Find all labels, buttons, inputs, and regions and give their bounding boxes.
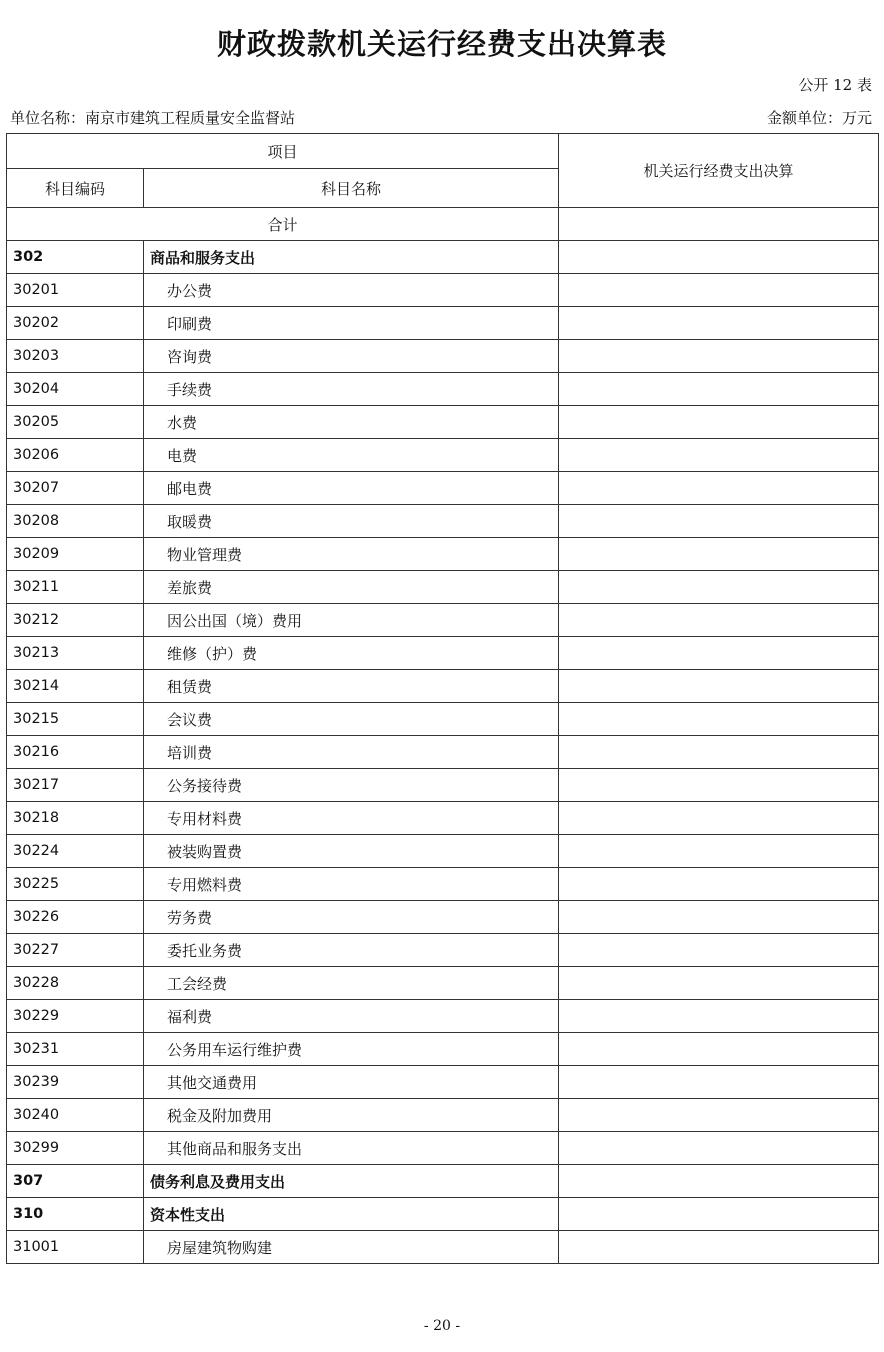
row-name: 委托业务费 [144, 934, 559, 967]
row-name: 租赁费 [144, 670, 559, 703]
row-value [559, 505, 879, 538]
row-value [559, 835, 879, 868]
expenditure-table [6, 133, 879, 1264]
table-row [7, 373, 879, 406]
table-row [7, 472, 879, 505]
row-value [559, 241, 879, 274]
row-value [559, 769, 879, 802]
row-code: 30211 [7, 571, 144, 604]
table-row [7, 307, 879, 340]
row-value [559, 1132, 879, 1165]
table-row [7, 1132, 879, 1165]
row-name: 劳务费 [144, 901, 559, 934]
form-number: 公开 12 表 [798, 76, 872, 94]
row-name: 水费 [144, 406, 559, 439]
row-name: 公务用车运行维护费 [144, 1033, 559, 1066]
header-item: 项目 [7, 134, 559, 169]
row-code: 30218 [7, 802, 144, 835]
table-row [7, 901, 879, 934]
row-code: 307 [7, 1165, 144, 1198]
row-name: 维修（护）费 [144, 637, 559, 670]
table-row [7, 1231, 879, 1264]
table-row [7, 1198, 879, 1231]
row-code: 31001 [7, 1231, 144, 1264]
row-value [559, 373, 879, 406]
row-name: 其他交通费用 [144, 1066, 559, 1099]
table-row [7, 769, 879, 802]
table-row [7, 670, 879, 703]
row-value [559, 1231, 879, 1264]
row-name: 税金及附加费用 [144, 1099, 559, 1132]
row-value [559, 1000, 879, 1033]
table-body [7, 208, 879, 1264]
row-value [559, 703, 879, 736]
table-row [7, 274, 879, 307]
row-code: 30227 [7, 934, 144, 967]
row-code: 30212 [7, 604, 144, 637]
row-name: 邮电费 [144, 472, 559, 505]
row-value [559, 439, 879, 472]
amount-unit: 金额单位：万元 [766, 109, 872, 127]
table-row [7, 241, 879, 274]
row-code: 30217 [7, 769, 144, 802]
row-code: 310 [7, 1198, 144, 1231]
row-code: 30205 [7, 406, 144, 439]
row-value [559, 1033, 879, 1066]
row-name: 被装购置费 [144, 835, 559, 868]
row-name: 差旅费 [144, 571, 559, 604]
table-row [7, 868, 879, 901]
row-name: 房屋建筑物购建 [144, 1231, 559, 1264]
row-name: 专用材料费 [144, 802, 559, 835]
row-name: 电费 [144, 439, 559, 472]
row-value [559, 571, 879, 604]
row-code: 30213 [7, 637, 144, 670]
unit-info-row [10, 107, 872, 127]
row-code: 30226 [7, 901, 144, 934]
page-number: - 20 - [423, 1318, 461, 1334]
row-value [559, 340, 879, 373]
table-row [7, 406, 879, 439]
table-row [7, 1066, 879, 1099]
row-value [559, 670, 879, 703]
row-code: 30206 [7, 439, 144, 472]
table-row [7, 505, 879, 538]
row-code: 302 [7, 241, 144, 274]
row-name: 手续费 [144, 373, 559, 406]
row-code: 30209 [7, 538, 144, 571]
table-row [7, 571, 879, 604]
row-code: 30228 [7, 967, 144, 1000]
row-code: 30239 [7, 1066, 144, 1099]
table-row [7, 1000, 879, 1033]
table-row [7, 439, 879, 472]
table-row [7, 736, 879, 769]
row-code: 30202 [7, 307, 144, 340]
row-value [559, 868, 879, 901]
row-value [559, 901, 879, 934]
row-name: 物业管理费 [144, 538, 559, 571]
row-code: 30216 [7, 736, 144, 769]
table-row [7, 637, 879, 670]
row-name: 债务利息及费用支出 [144, 1165, 559, 1198]
row-value [559, 406, 879, 439]
table-row [7, 835, 879, 868]
row-name: 工会经费 [144, 967, 559, 1000]
table-row [7, 1099, 879, 1132]
row-code: 30231 [7, 1033, 144, 1066]
unit-name: 单位名称：南京市建筑工程质量安全监督站 [10, 109, 296, 127]
row-value [559, 736, 879, 769]
row-value [559, 637, 879, 670]
row-code: 30229 [7, 1000, 144, 1033]
table-row [7, 1033, 879, 1066]
row-code: 30224 [7, 835, 144, 868]
row-code: 30225 [7, 868, 144, 901]
row-code: 30204 [7, 373, 144, 406]
row-value [559, 1198, 879, 1231]
row-value [559, 802, 879, 835]
total-row [7, 208, 879, 241]
row-code: 30207 [7, 472, 144, 505]
table-row [7, 1165, 879, 1198]
row-name: 会议费 [144, 703, 559, 736]
row-value [559, 934, 879, 967]
row-value [559, 604, 879, 637]
header-value: 机关运行经费支出决算 [559, 134, 879, 208]
row-value [559, 307, 879, 340]
row-name: 咨询费 [144, 340, 559, 373]
row-value [559, 274, 879, 307]
row-name: 其他商品和服务支出 [144, 1132, 559, 1165]
row-value [559, 967, 879, 1000]
row-value [559, 538, 879, 571]
row-name: 取暖费 [144, 505, 559, 538]
page-title: 财政拨款机关运行经费支出决算表 [216, 27, 667, 61]
row-code: 30240 [7, 1099, 144, 1132]
row-value [559, 1099, 879, 1132]
header-code: 科目编码 [7, 169, 144, 208]
table-row [7, 802, 879, 835]
row-name: 资本性支出 [144, 1198, 559, 1231]
row-value [559, 1066, 879, 1099]
row-value [559, 472, 879, 505]
total-value [559, 208, 879, 241]
row-code: 30215 [7, 703, 144, 736]
row-code: 30203 [7, 340, 144, 373]
row-name: 因公出国（境）费用 [144, 604, 559, 637]
table-row [7, 934, 879, 967]
table-row [7, 538, 879, 571]
row-name: 办公费 [144, 274, 559, 307]
table-row [7, 340, 879, 373]
table-row [7, 604, 879, 637]
row-name: 福利费 [144, 1000, 559, 1033]
table-row [7, 703, 879, 736]
row-value [559, 1165, 879, 1198]
row-code: 30299 [7, 1132, 144, 1165]
row-name: 公务接待费 [144, 769, 559, 802]
total-label: 合计 [7, 208, 559, 241]
row-name: 培训费 [144, 736, 559, 769]
row-code: 30214 [7, 670, 144, 703]
row-name: 专用燃料费 [144, 868, 559, 901]
row-name: 印刷费 [144, 307, 559, 340]
table-row [7, 967, 879, 1000]
row-code: 30201 [7, 274, 144, 307]
row-name: 商品和服务支出 [144, 241, 559, 274]
header-name: 科目名称 [144, 169, 559, 208]
row-code: 30208 [7, 505, 144, 538]
